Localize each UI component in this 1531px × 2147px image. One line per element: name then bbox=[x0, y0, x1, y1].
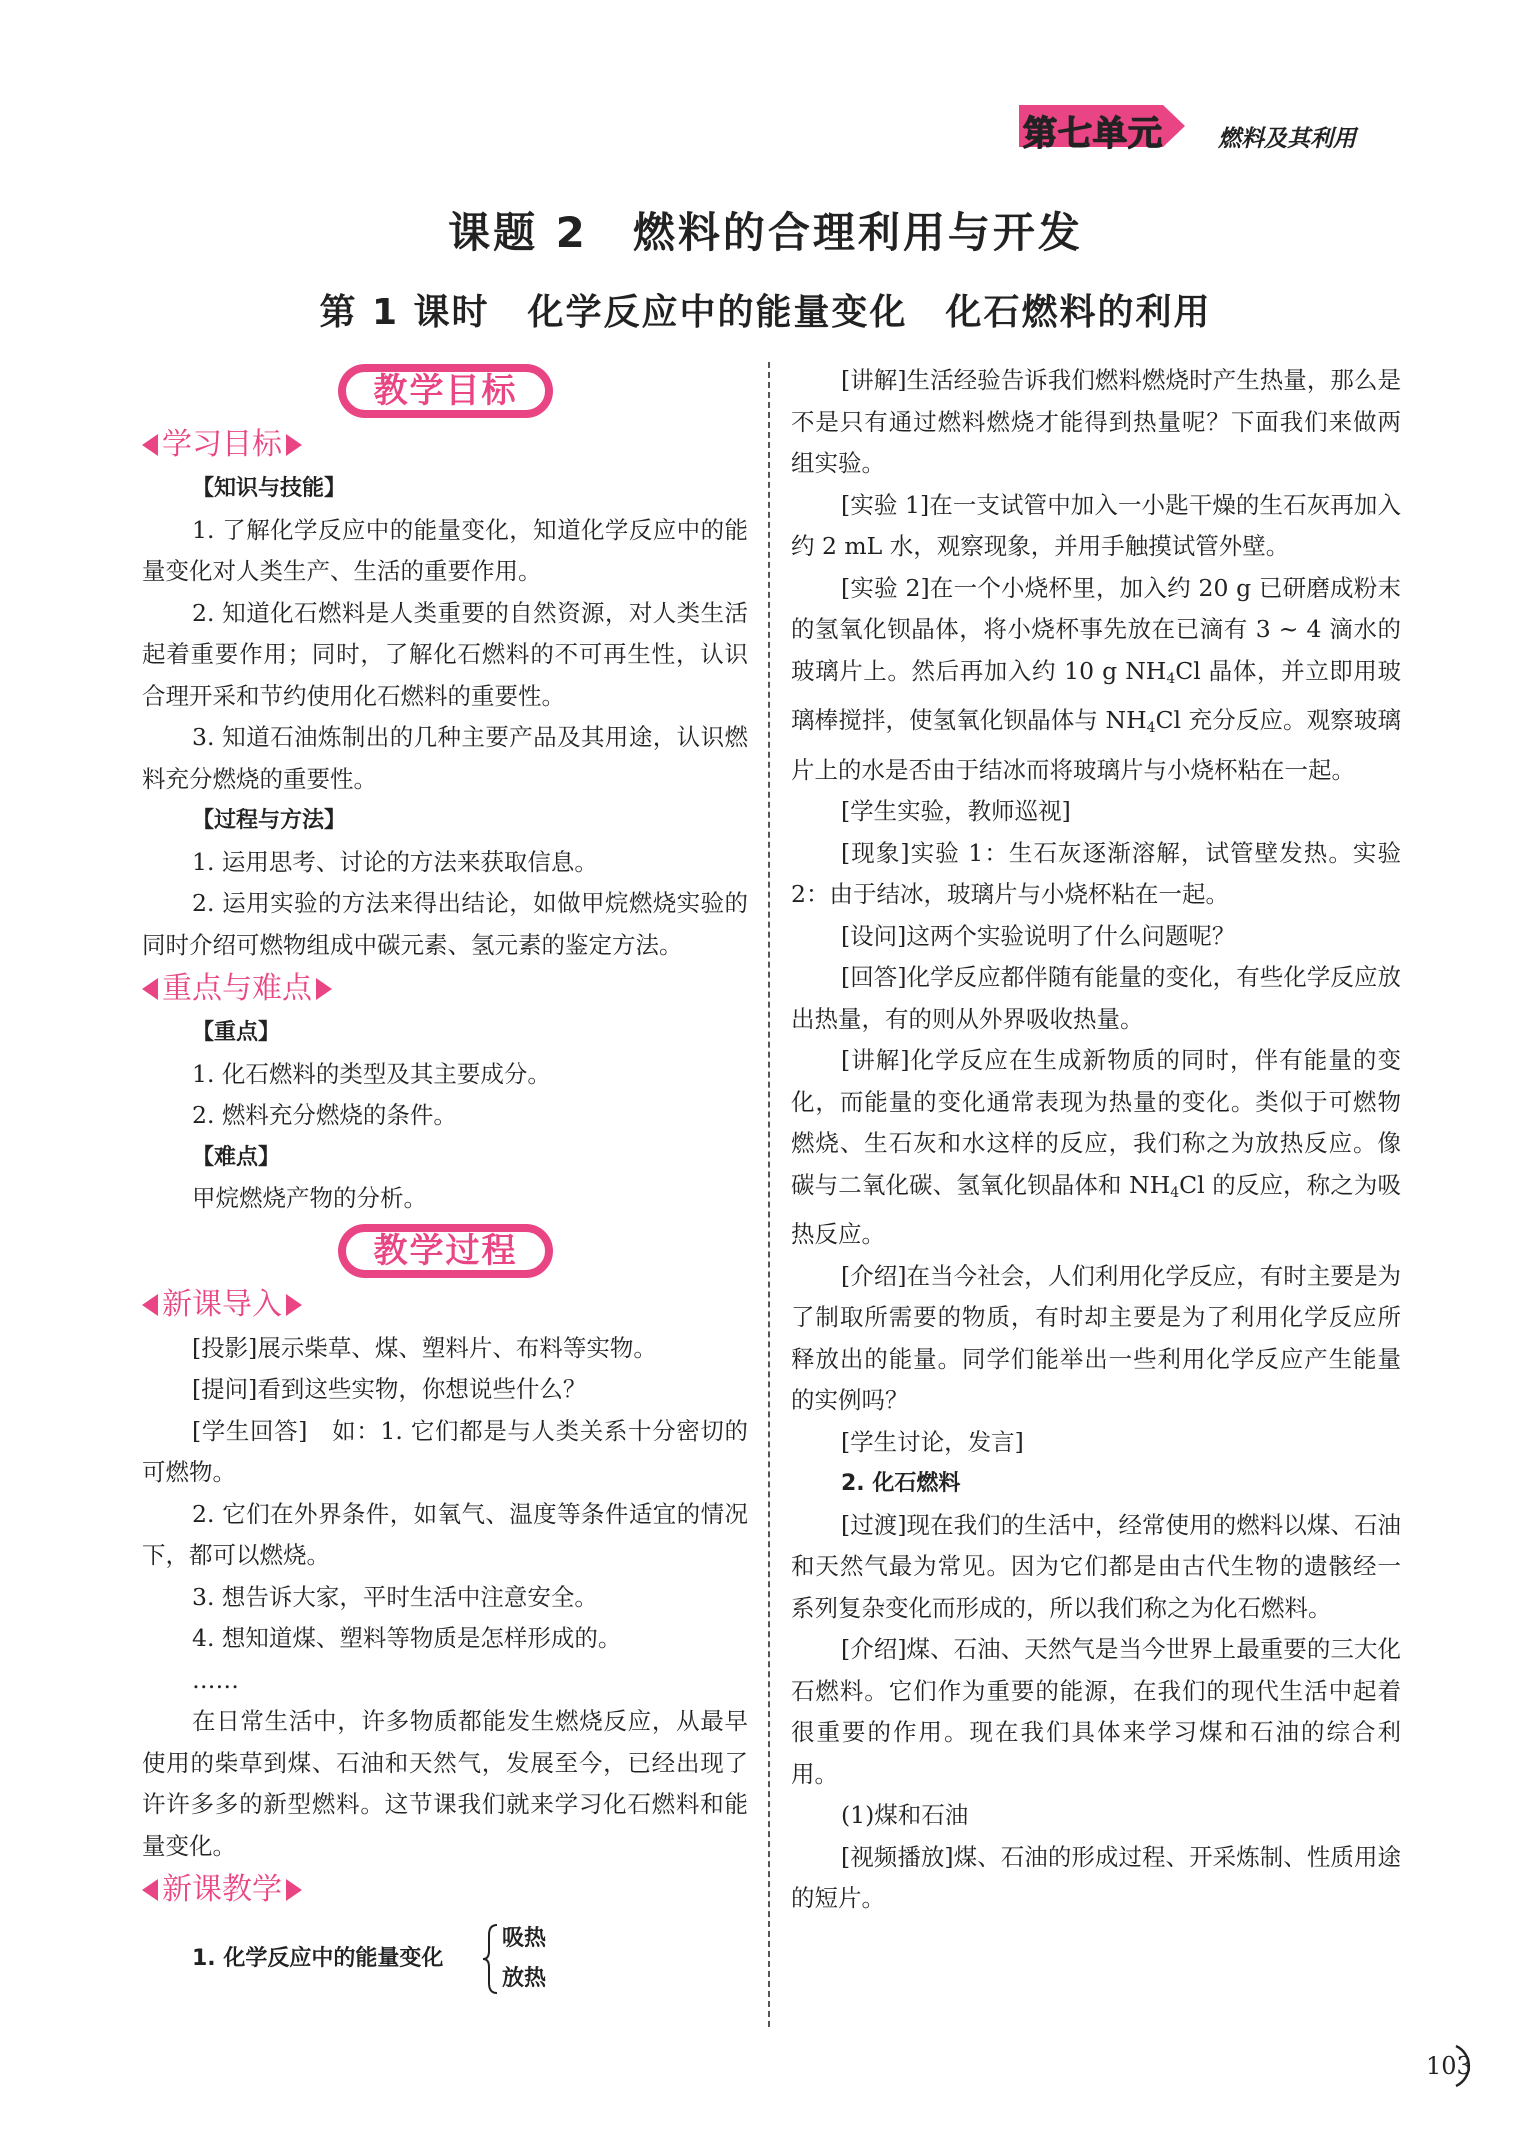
paragraph: 3. 知道石油炼制出的几种主要产品及其用途，认识燃料充分燃烧的重要性。 bbox=[142, 723, 748, 793]
subscript: 4 bbox=[1166, 670, 1176, 687]
triangle-right-icon bbox=[286, 1879, 302, 1901]
paragraph: 甲烷燃烧产物的分析。 bbox=[192, 1184, 427, 1212]
paragraph: (1)煤和石油 bbox=[841, 1801, 969, 1829]
text-run: [讲解]化学反应在生成新物质的同时，伴有能量的变化，而能量的变化通常表现为热量的变化。类似于可燃物燃烧、生石灰和水这样的反应，我们称之为放热反应。像碳与二氧化碳、氢氧化钡晶体和 NH bbox=[791, 1046, 1401, 1199]
text-run: Cl 充分反应。观察玻璃片上的水是否由于结冰而将玻璃片与小烧杯粘在一起。 bbox=[791, 706, 1402, 784]
unit-badge-label: 第七单元 bbox=[1023, 114, 1163, 154]
section-new-lesson-label: 新课教学 bbox=[162, 1872, 282, 1907]
unit-badge bbox=[1013, 101, 1189, 154]
left-column bbox=[142, 360, 748, 1999]
triangle-left-icon bbox=[142, 1879, 158, 1901]
paragraph: [讲解]生活经验告诉我们燃料燃烧时产生热量，那么是不是只有通过燃料燃烧才能得到热量呢？下面我们来做两组实验。 bbox=[791, 366, 1401, 477]
triangle-right-icon bbox=[286, 434, 302, 456]
text-run: Cl 的反应，称之为吸热反应。 bbox=[791, 1170, 1402, 1248]
paragraph: 2. 知道化石燃料是人类重要的自然资源，对人类生活起着重要作用；同时，了解化石燃料的不可再生性，认识合理开采和节约使用化石燃料的重要性。 bbox=[142, 598, 748, 710]
paragraph: [学生回答] 如：1. 它们都是与人类关系十分密切的可燃物。 bbox=[142, 1416, 748, 1486]
unit-subtitle: 燃料及其利用 bbox=[1218, 126, 1356, 152]
triangle-right-icon bbox=[316, 978, 332, 1000]
teaching-process-label: 教学过程 bbox=[344, 1230, 547, 1272]
paragraph: 2. 它们在外界条件，如氧气、温度等条件适宜的情况下，都可以燃烧。 bbox=[142, 1499, 748, 1569]
subscript: 4 bbox=[1146, 720, 1156, 736]
brace-icon bbox=[481, 1919, 501, 1999]
triangle-left-icon bbox=[142, 434, 158, 456]
release-heat-label: 放热 bbox=[502, 1966, 547, 1991]
section-key-points bbox=[142, 966, 748, 1012]
energy-change-label: 1. 化学反应中的能量变化 bbox=[192, 1946, 444, 1971]
paragraph: [过渡]现在我们的生活中，经常使用的燃料以煤、石油和天然气最为常见。因为它们都是由古代生物的遗骸经一系列复杂变化而形成的，所以我们称之为化石燃料。 bbox=[791, 1510, 1401, 1622]
lesson-subtitle: 第 1 课时 化学反应中的能量变化 化石燃料的利用 bbox=[319, 292, 1212, 333]
triangle-left-icon bbox=[142, 1294, 158, 1316]
section-intro-label: 新课导入 bbox=[162, 1286, 282, 1322]
page-number bbox=[1426, 2042, 1476, 2090]
triangle-right-icon bbox=[286, 1294, 302, 1316]
teaching-process-banner bbox=[338, 1224, 553, 1278]
page-number-label: 103 bbox=[1426, 2052, 1472, 2080]
right-column bbox=[791, 360, 1401, 1920]
text-run: Cl 晶体，并立即用玻璃棒搅拌，使氢氧化钡晶体与 NH bbox=[791, 656, 1401, 734]
column-divider bbox=[768, 362, 770, 2027]
teaching-goals-banner bbox=[338, 364, 553, 418]
text-run: [实验 2]在一个小烧杯里，加入约 20 g 已研磨成粉末的氢氧化钡晶体，将小烧杯事先放在已滴有 3 ~ 4 滴水的玻璃片上。然后再加入约 10 g NH bbox=[791, 573, 1401, 685]
key-label: 【重点】 bbox=[192, 1020, 281, 1045]
paragraph: [回答]化学反应都伴随有能量的变化，有些化学反应放出热量，有的则从外界吸收热量。 bbox=[791, 963, 1401, 1033]
paragraph: 2. 运用实验的方法来得出结论，如做甲烷燃烧实验的同时介绍可燃物组成中碳元素、氢元素的鉴定方法。 bbox=[142, 889, 748, 959]
paragraph: 4. 想知道煤、塑料等物质是怎样形成的。 bbox=[192, 1624, 622, 1652]
paragraph: [视频播放]煤、石油的形成过程、开采炼制、性质用途的短片。 bbox=[791, 1842, 1401, 1912]
paragraph: [介绍]在当今社会，人们利用化学反应，有时主要是为了制取所需要的物质，有时却主要是为了利用化学反应所释放出的能量。同学们能举出一些利用化学反应产生能量的实例吗？ bbox=[791, 1261, 1401, 1414]
paragraph: [学生讨论，发言] bbox=[841, 1427, 1024, 1456]
energy-change-outline bbox=[142, 1919, 748, 1999]
lesson-title: 课题 2 燃料的合理利用与开发 bbox=[448, 208, 1083, 257]
process-label: 【过程与方法】 bbox=[192, 808, 347, 833]
section-learning-goals-label: 学习目标 bbox=[162, 427, 282, 462]
paragraph: 1. 运用思考、讨论的方法来获取信息。 bbox=[192, 847, 598, 876]
paragraph: [介绍]煤、石油、天然气是当今世界上最重要的三大化石燃料。它们作为重要的能源，在我们的现代生活中起着很重要的作用。现在我们具体来学习煤和石油的综合利用。 bbox=[791, 1635, 1401, 1788]
paragraph: …… bbox=[192, 1665, 239, 1694]
paragraph: [设问]这两个实验说明了什么问题呢？ bbox=[841, 921, 1236, 950]
paragraph-explanation bbox=[791, 1040, 1401, 1256]
section-new-lesson bbox=[142, 1867, 748, 1913]
section-key-points-label: 重点与难点 bbox=[162, 971, 312, 1006]
teaching-goals-label: 教学目标 bbox=[344, 370, 547, 412]
knowledge-label: 【知识与技能】 bbox=[192, 476, 347, 501]
paragraph: [投影]展示柴草、煤、塑料片、布料等实物。 bbox=[192, 1333, 657, 1362]
paragraph-experiment-2 bbox=[791, 568, 1401, 792]
triangle-left-icon bbox=[142, 978, 158, 1000]
subscript: 4 bbox=[1170, 1184, 1180, 1201]
absorb-heat-label: 吸热 bbox=[502, 1926, 547, 1951]
section-intro bbox=[142, 1282, 748, 1328]
fossil-fuel-heading: 2. 化石燃料 bbox=[841, 1471, 961, 1496]
difficulty-label: 【难点】 bbox=[192, 1144, 281, 1170]
paragraph: [学生实验，教师巡视] bbox=[841, 797, 1071, 825]
paragraph: [提问]看到这些实物，你想说些什么？ bbox=[192, 1375, 587, 1403]
section-learning-goals bbox=[142, 422, 748, 468]
paragraph: 1. 了解化学反应中的能量变化，知道化学反应中的能量变化对人类生产、生活的重要作用。 bbox=[142, 515, 748, 585]
paragraph: 在日常生活中，许多物质都能发生燃烧反应，从最早使用的柴草到煤、石油和天然气，发展至今，已经出现了许许多多的新型燃料。这节课我们就来学习化石燃料和能量变化。 bbox=[142, 1707, 748, 1860]
paragraph: [现象]实验 1：生石灰逐渐溶解，试管壁发热。实验 2：由于结冰，玻璃片与小烧杯粘在一起。 bbox=[791, 838, 1401, 908]
paragraph: [实验 1]在一支试管中加入一小匙干燥的生石灰再加入约 2 mL 水，观察现象，并用手触摸试管外壁。 bbox=[791, 490, 1401, 560]
paragraph: 3. 想告诉大家，平时生活中注意安全。 bbox=[192, 1582, 598, 1611]
paragraph: 1. 化石燃料的类型及其主要成分。 bbox=[192, 1059, 551, 1088]
paragraph: 2. 燃料充分燃烧的条件。 bbox=[192, 1101, 457, 1129]
